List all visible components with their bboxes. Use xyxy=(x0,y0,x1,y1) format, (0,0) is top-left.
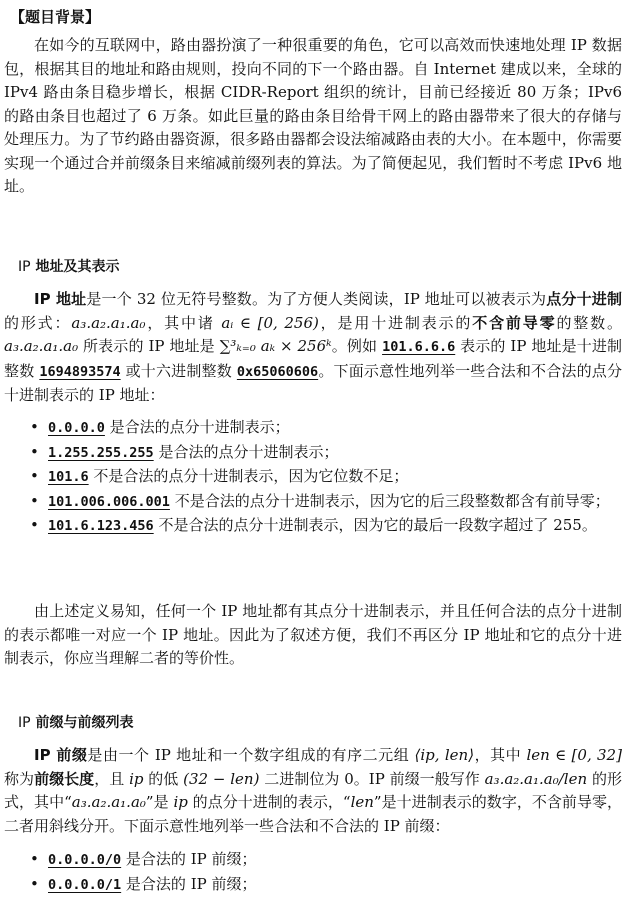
ip-address-examples-list xyxy=(26,416,622,539)
list-item: • 0.0.0.0/0 是合法的 IP 前缀； xyxy=(26,848,622,873)
code-example: 1694893574 xyxy=(39,363,121,380)
ip-address-heading-text: 地址及其表示 xyxy=(30,259,120,275)
term-ip-address: IP 地址 xyxy=(34,290,87,308)
term-prefix-length: 前缀长度 xyxy=(34,769,95,788)
code-example: 0x65060606 xyxy=(236,363,319,380)
background-paragraph: 在如今的互联网中，路由器扮演了一种很重要的角色，它可以高效而快速地处理 IP 数据包，根据其目的地址和路由规则，投向不同的下一个路由器。自 Internet 建成以来，全球的 IPv4 路由条目稳步增长，根据 CIDR-Report 组织的统计，目前已经接近 80 万条；IPv6 的路由条目也超过了 6 万条。如此巨量的路由条目给骨干网上的路由器带来了很大的存储与处理压力。为了节约路由器资源，很多路由器都会设法缩减路由表的大小。在本题中，你需要实现一个通过合并前缀条目来缩减前缀列表的算法。为了简便起见，我们暂时不考虑 IPv6 地址。 xyxy=(4,36,622,195)
ip-address-summary-paragraph: 由上述定义易知，任何一个 IP 地址都有其点分十进制表示，并且任何合法的点分十进制的表示都唯一对应一个 IP 地址。因此为了叙述方便，我们不再区分 IP 地址和它的点分十进制表示，你应当理解二者的等价性。 xyxy=(4,602,622,667)
math-expr: a₃.a₂.a₁.a₀/len xyxy=(484,769,588,788)
ip-prefix-heading xyxy=(18,712,133,732)
ip-address-heading xyxy=(18,256,119,276)
math-expr: a₃.a₂.a₁.a₀ xyxy=(71,313,146,332)
term-ip-prefix: IP 前缀 xyxy=(34,746,88,764)
math-expr: a₃.a₂.a₁.a₀ xyxy=(4,337,79,355)
code-example: 101.6.6.6 xyxy=(382,339,456,355)
ip-address-paragraph: IP 地址是一个 32 位无符号整数。为了方便人类阅读，IP 地址可以被表示为点分十进制的形式：a₃.a₂.a₁.a₀，其中诸 aᵢ ∈ [0, 256)，是用十进制表示的不含前导零的整数。a₃.a₂.a₁.a₀ 所表示的 IP 地址是 ∑³ₖ₌₀ aₖ × 256ᵏ。例如 101.6.6.6 表示的 IP 地址是十进制整数 1694893574 或十六进制整数 0x65060606。下面示意性地列举一些合法和不合法的点分十进制表示的 IP 地址： xyxy=(4,290,623,404)
math-expr: (32 − len) xyxy=(183,769,260,788)
list-item: • 0.0.0.0 是合法的点分十进制表示； xyxy=(26,416,622,441)
list-item: • 1.255.255.255 是合法的点分十进制表示； xyxy=(26,441,622,466)
math-expr: a₃.a₂.a₁.a₀ xyxy=(71,793,146,811)
ip-address-heading-ip: IP xyxy=(18,259,31,275)
list-item: • 101.006.006.001 不是合法的点分十进制表示，因为它的后三段整数都含有前导零； xyxy=(26,490,622,515)
list-item: • 0.0.0.0/1 是合法的 IP 前缀； xyxy=(26,873,622,898)
math-expr: ⟨ip, len⟩ xyxy=(414,746,475,764)
ip-prefix-paragraph: IP 前缀是由一个 IP 地址和一个数字组成的有序二元组 ⟨ip, len⟩，其中 len ∈ [0, 32] 称为前缀长度，且 ip 的低 (32 − len) 二进制位为 0。IP 前缀一般写作 a₃.a₂.a₁.a₀/len 的形式，其中“a₃.a₂.a₁.a₀”是 ip 的点分十进制的表示，“len”是十进制表示的数字，不含前导零，二者用斜线分开。下面示意性地列举一些合法和不合法的 IP 前缀： xyxy=(4,746,623,835)
ip-prefix-examples-list xyxy=(26,848,622,897)
math-expr: ip xyxy=(173,793,188,811)
term-dotted-decimal: 点分十进制 xyxy=(546,290,622,308)
background-title: 【题目背景】 xyxy=(10,8,101,26)
ip-prefix-heading-ip: IP xyxy=(18,715,31,731)
list-item: • 101.6 不是合法的点分十进制表示，因为它位数不足； xyxy=(26,465,622,490)
math-sum: ∑³ₖ₌₀ aₖ × 256ᵏ xyxy=(219,337,332,355)
math-expr: ip xyxy=(129,769,144,788)
ip-prefix-heading-text: 前缀与前缀列表 xyxy=(30,715,134,731)
math-expr: aᵢ ∈ [0, 256) xyxy=(221,313,319,332)
term-no-leading-zero: 不含前导零 xyxy=(472,313,557,332)
math-expr: len xyxy=(350,793,374,811)
math-expr: len ∈ [0, 32] xyxy=(526,746,622,764)
list-item: • 101.6.123.456 不是合法的点分十进制表示，因为它的最后一段数字超过了 255。 xyxy=(26,514,622,539)
